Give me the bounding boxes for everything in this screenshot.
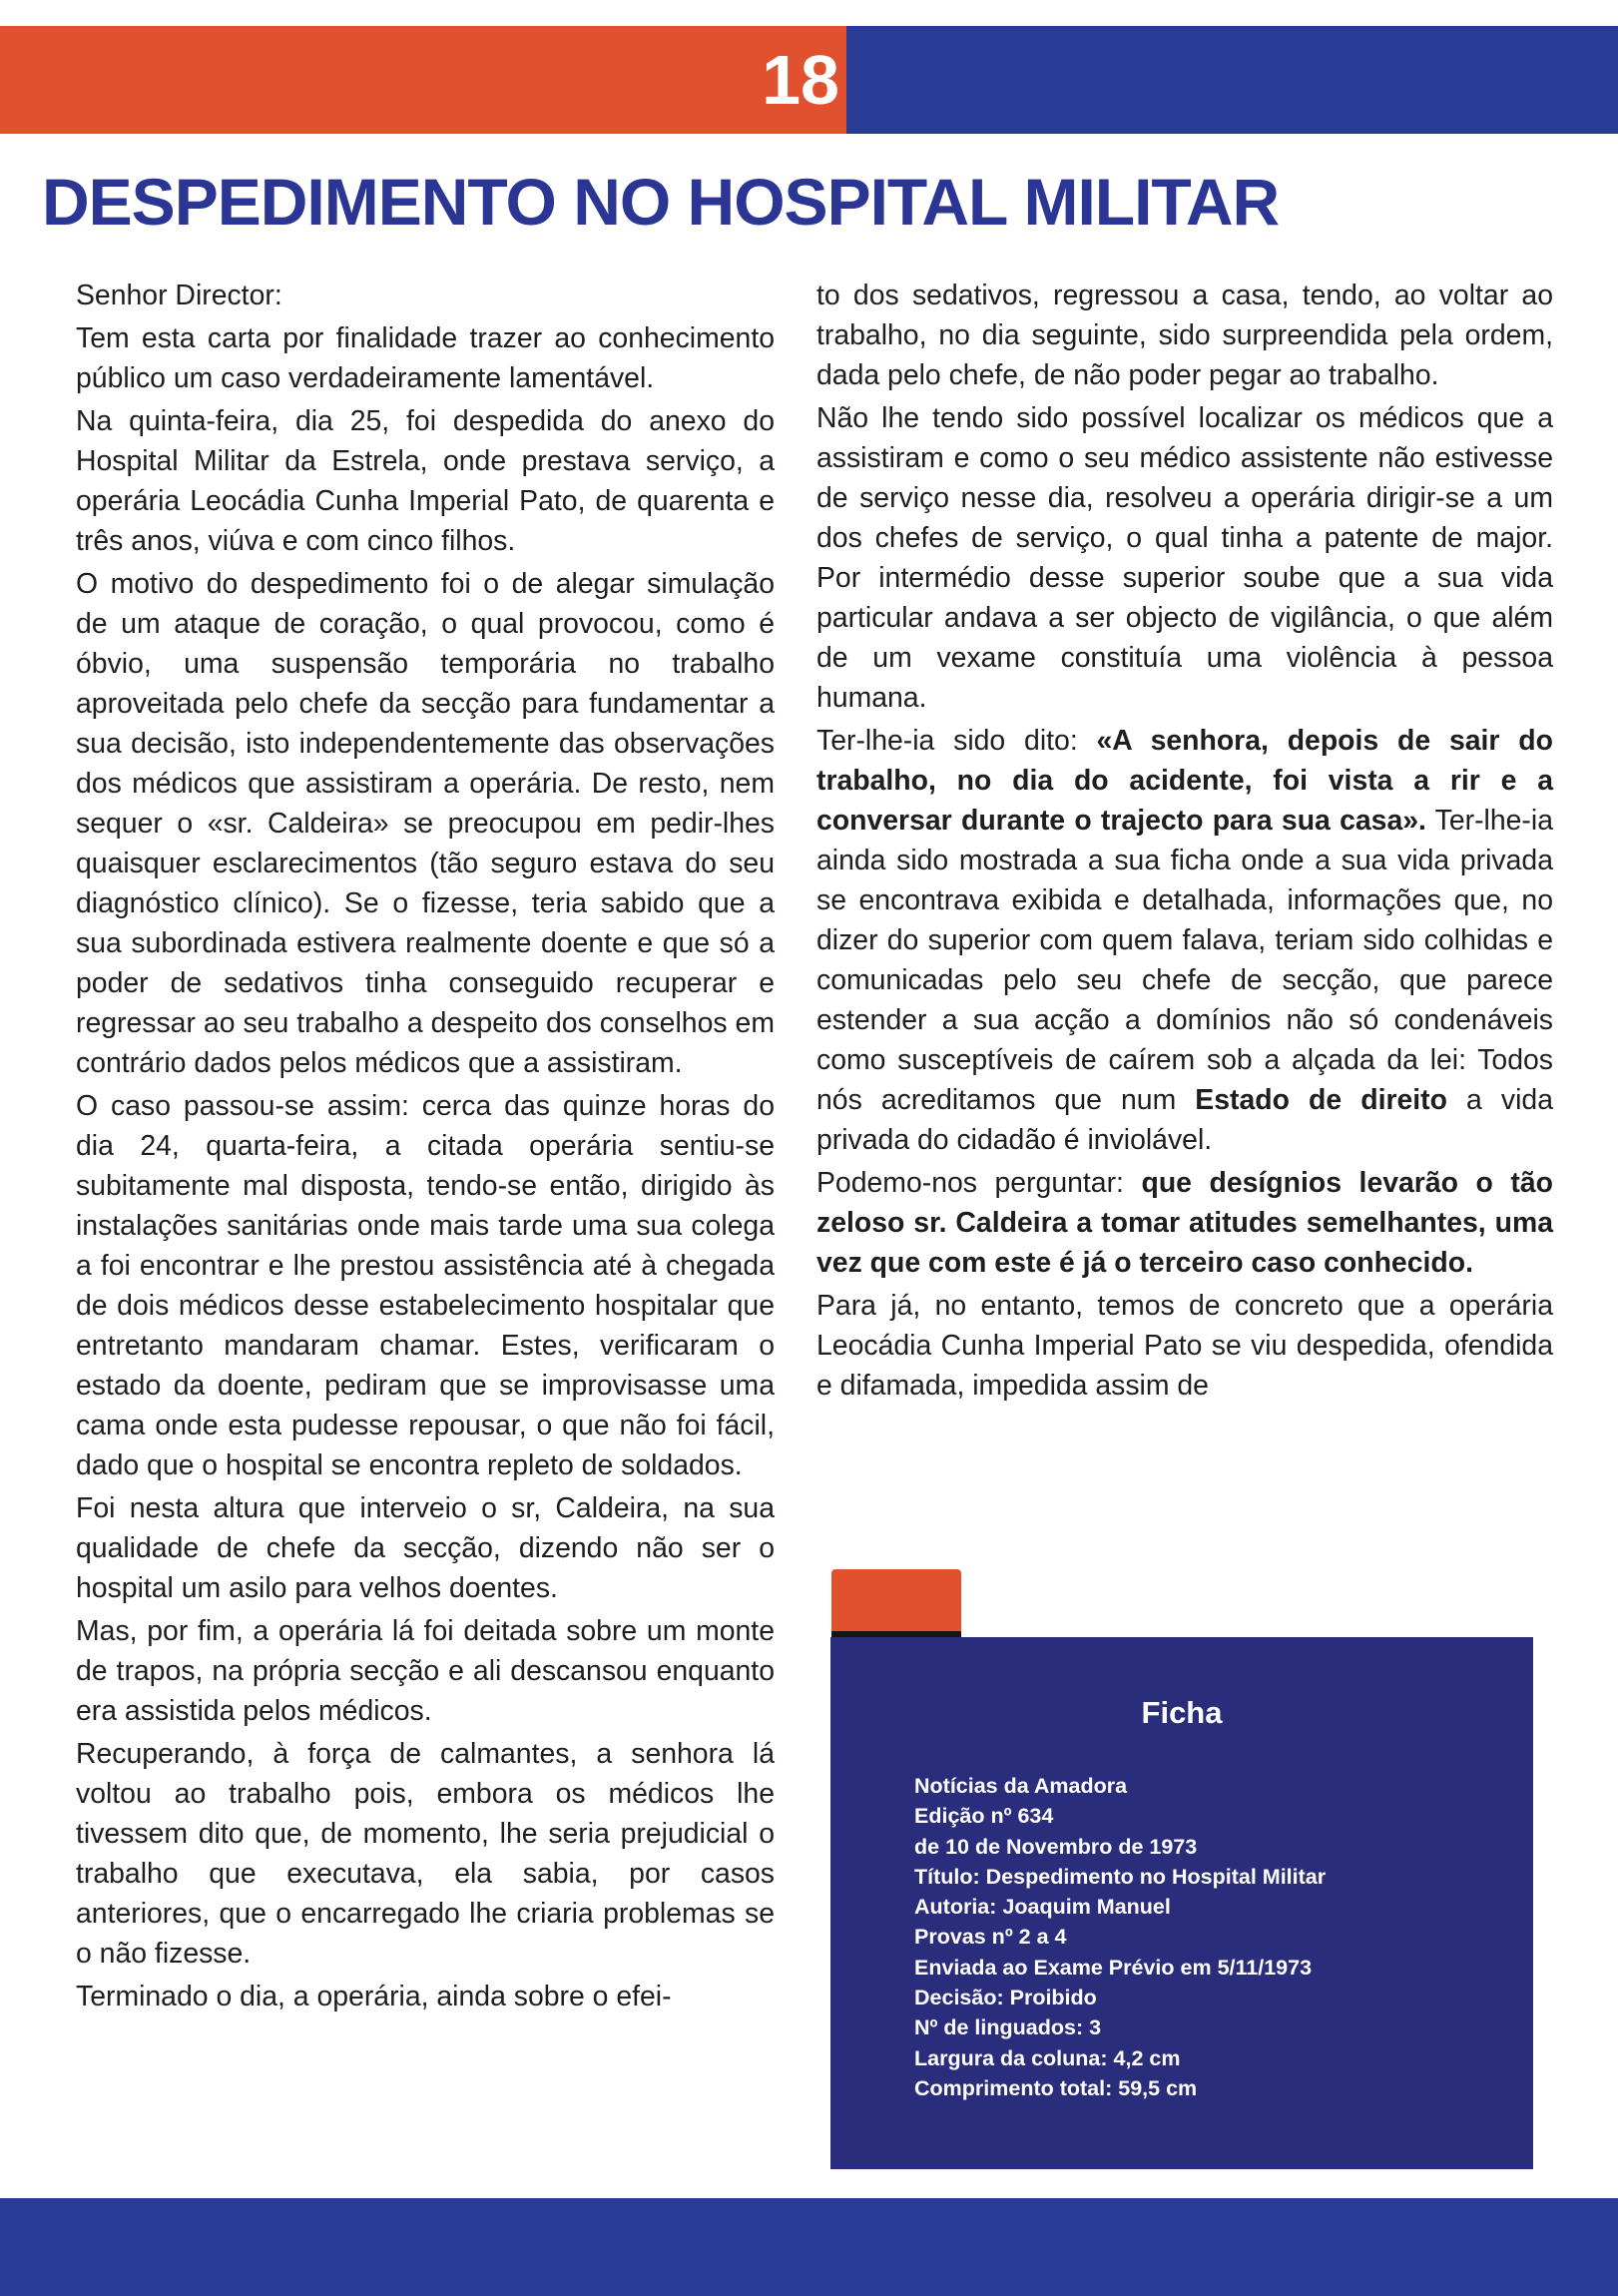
paragraph: Para já, no entanto, temos de concreto que a operária Leocádia Cunha Imperial Pato se viu despedida, ofendida e difamada, impedida assim de xyxy=(816,1290,1553,1402)
paragraph: Tem esta carta por finalidade trazer ao conhecimento público um caso verdadeiramente lamentável. xyxy=(76,322,775,394)
quoted-statement: «A senhora, depois de sair do trabalho, no dia do acidente, foi vista a rir e a conversar durante o trajecto para sua casa». xyxy=(816,725,1553,837)
ficha-details xyxy=(914,1771,1326,2103)
paragraph: Foi nesta altura que interveio o sr, Caldeira, na sua qualidade de chefe da secção, dizendo não ser o hospital um asilo para velhos doentes. xyxy=(76,1492,775,1604)
page-number: 18 xyxy=(762,41,839,119)
emphasis: Estado de direito xyxy=(1195,1084,1447,1116)
paragraph: O caso passou-se assim: cerca das quinze horas do dia 24, quarta-feira, a citada operária sentiu-se subitamente mal disposta, tendo-se então, dirigido às instalações sanitárias onde mais tarde uma sua colega a foi encontrar e lhe prestou assistência até à chegada de dois médicos desse estabelecimento hospitalar que entretanto mandaram chamar. Estes, verificaram o estado da doente, pediram que se improvisasse uma cama onde esta pudesse repousar, o que não foi fácil, dado que o hospital se encontra repleto de soldados. xyxy=(76,1090,775,1481)
text-run: Ter-lhe-ia sido dito: xyxy=(816,725,1097,757)
paragraph: Mas, por fim, a operária lá foi deitada sobre um monte de trapos, na própria secção e ali descansou enquanto era assistida pelos médicos. xyxy=(76,1615,775,1727)
header-band-blue xyxy=(846,26,1618,134)
ficha-publication: Notícias da Amadora xyxy=(914,1774,1128,1798)
paragraph-question xyxy=(816,1163,1553,1283)
ficha-accent-red xyxy=(831,1569,961,1631)
greeting: Senhor Director: xyxy=(76,280,282,311)
ficha-proofs: Provas nº 2 a 4 xyxy=(914,1925,1067,1950)
article-title: DESPEDIMENTO NO HOSPITAL MILITAR xyxy=(42,165,1280,239)
paragraph: Recuperando, à força de calmantes, a senhora lá voltou ao trabalho pois, embora os médicos lhe tivessem dito que, de momento, lhe seria prejudicial o trabalho que executava, ela sabia, por casos anteriores, que o encarregado lhe criaria problemas se o não fizesse. xyxy=(76,1738,775,1970)
paragraph: to dos sedativos, regressou a casa, tendo, ao voltar ao trabalho, no dia seguinte, sido surpreendida pela ordem, dada pelo chefe, de não poder pegar ao trabalho. xyxy=(816,280,1553,391)
ficha-date: de 10 de Novembro de 1973 xyxy=(914,1834,1198,1859)
article-column-right xyxy=(816,276,1553,1406)
ficha-box xyxy=(830,1637,1533,2169)
text-run: a vida privada do cidadão é inviolável. xyxy=(816,1084,1553,1156)
ficha-width: Largura da coluna: 4,2 cm xyxy=(914,2045,1181,2070)
footer-band xyxy=(0,2198,1618,2296)
text-run: Podemo-nos perguntar: xyxy=(816,1167,1142,1199)
paragraph-quote xyxy=(816,721,1553,1160)
paragraph: O motivo do despedimento foi o de alegar simulação de um ataque de coração, o qual provocou, como é óbvio, uma suspensão temporária no trabalho aproveitada pelo chefe da secção para fundamentar a sua decisão, isto independentemente das observações dos médicos que assistiram a operária. De resto, nem sequer o «sr. Caldeira» se preocupou em pedir-lhes quaisquer esclarecimentos (tão seguro estava do seu diagnóstico clínico). Se o fizesse, teria sabido que a sua subordinada estivera realmente doente e que só a poder de sedativos tinha conseguido recuperar e regressar ao seu trabalho a despeito dos conselhos em contrário dados pelos médicos que a assistiram. xyxy=(76,568,775,1079)
paragraph: Não lhe tendo sido possível localizar os médicos que a assistiram e como o seu médico assistente não estivesse de serviço nesse dia, resolveu a operária dirigir-se a um dos chefes de serviço, o qual tinha a patente de major. Por intermédio desse superior soube que a sua vida particular andava a ser objecto de vigilância, o que além de um vexame constituía uma violência à pessoa humana. xyxy=(816,402,1553,714)
ficha-lines: Nº de linguados: 3 xyxy=(914,2015,1102,2040)
text-run: Ter-lhe-ia ainda sido mostrada a sua ficha onde a sua vida privada se encontrava exibida e detalhada, informações que, no dizer do superior com quem falava, teriam sido colhidas e comunicadas pelo seu chefe de secção, que parece estender a sua acção a domínios não só condenáveis como susceptíveis de caírem sob a alçada da lei: Todos nós acreditamos que num xyxy=(816,805,1553,1116)
ficha-sent: Enviada ao Exame Prévio em 5/11/1973 xyxy=(914,1955,1313,1980)
article-column-left xyxy=(76,276,775,2016)
ficha-title: Ficha xyxy=(1141,1695,1223,1730)
question-emphasis: que desígnios levarão o tão zeloso sr. Caldeira a tomar atitudes semelhantes, uma vez que com este é já o terceiro caso conhecido. xyxy=(816,1167,1554,1279)
ficha-author: Autoria: Joaquim Manuel xyxy=(914,1895,1171,1920)
ficha-length: Comprimento total: 59,5 cm xyxy=(914,2075,1198,2100)
paragraph: Na quinta-feira, dia 25, foi despedida do anexo do Hospital Militar da Estrela, onde prestava serviço, a operária Leocádia Cunha Imperial Pato, de quarenta e três anos, viúva e com cinco filhos. xyxy=(76,405,775,557)
ficha-title-line: Título: Despedimento no Hospital Militar xyxy=(914,1864,1327,1889)
ficha-edition: Edição nº 634 xyxy=(914,1804,1054,1829)
ficha-decision: Decisão: Proibido xyxy=(914,1986,1097,2010)
paragraph: Terminado o dia, a operária, ainda sobre o efei- xyxy=(76,1981,672,2012)
header-band-red xyxy=(0,26,846,134)
